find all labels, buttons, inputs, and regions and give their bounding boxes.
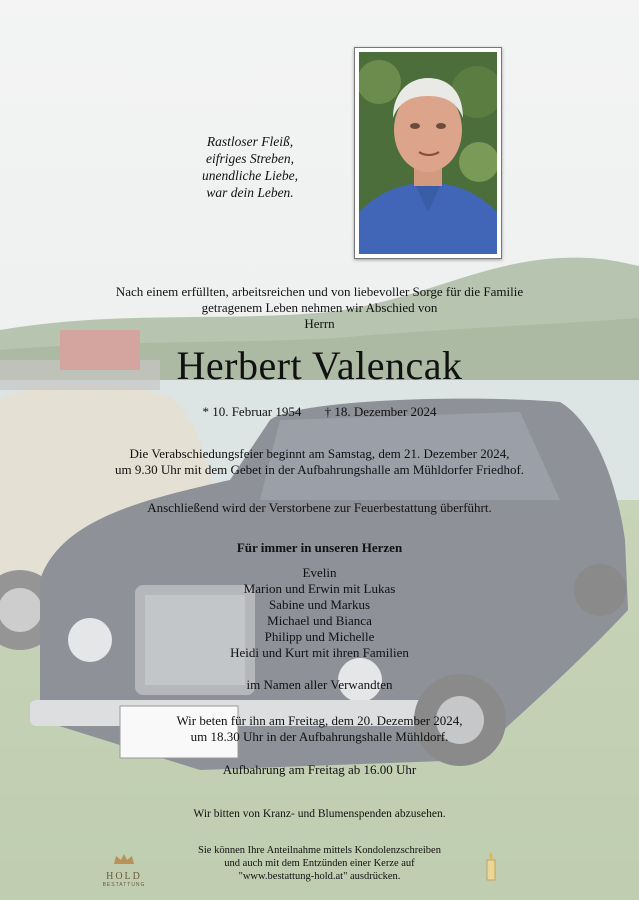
mourner: Heidi und Kurt mit ihren Familien [230, 645, 409, 660]
deceased-name: Herbert Valencak [176, 343, 463, 388]
intro-line: Nach einem erfüllten, arbeitsreichen und von liebevoller Sorge für die Familie [115, 284, 524, 299]
mourner: Michael und Bianca [267, 613, 372, 628]
mourner: Marion und Erwin mit Lukas [243, 581, 396, 596]
mourner: Sabine und Markus [268, 597, 371, 612]
funeral-home-logo [98, 852, 150, 892]
intro-line: Herrn [304, 316, 335, 331]
relatives-note: im Namen aller Verwandten [246, 677, 393, 692]
life-dates [60, 404, 579, 420]
poem-line: war dein Leben. [206, 185, 294, 200]
poem-line: eifriges Streben, [206, 151, 294, 166]
intro-text [60, 284, 579, 332]
condolence-line: "www.bestattung-hold.at" ausdrücken. [238, 871, 401, 882]
mourners-list [40, 565, 599, 661]
logo-subtitle: BESTATTUNG [102, 882, 146, 888]
mourner: Evelin [302, 565, 337, 580]
portrait-photo [354, 47, 502, 259]
condolence-line: Sie können Ihre Anteilnahme mittels Kondolenzschreiben [198, 845, 441, 856]
prayer-info [40, 713, 599, 745]
mourner: Philipp und Michelle [264, 629, 375, 644]
intro-line: getragenem Leben nehmen wir Abschied von [201, 300, 438, 315]
ceremony-line: um 9.30 Uhr mit dem Gebet in der Aufbahrungshalle am Mühldorfer Friedhof. [114, 462, 525, 477]
birth-date: * 10. Februar 1954 [202, 404, 302, 419]
viewing-info: Aufbahrung am Freitag ab 16.00 Uhr [222, 762, 417, 777]
prayer-line: Wir beten für ihn am Freitag, dem 20. Dezember 2024, [176, 713, 463, 728]
poem-line: Rastloser Fleiß, [206, 134, 294, 149]
candle-icon [484, 851, 498, 881]
death-date: † 18. Dezember 2024 [324, 404, 437, 419]
crown-icon [112, 852, 136, 866]
poem-line: unendliche Liebe, [202, 168, 298, 183]
ceremony-line: Die Verabschiedungsfeier beginnt am Samstag, dem 21. Dezember 2024, [129, 446, 510, 461]
condolence-line: und auch mit dem Entzünden einer Kerze auf [224, 858, 415, 869]
prayer-line: um 18.30 Uhr in der Aufbahrungshalle Mühldorf. [190, 729, 449, 744]
poem [180, 133, 320, 201]
cremation-note: Anschließend wird der Verstorbene zur Feuerbestattung überführt. [147, 500, 492, 515]
logo-name: HOLD [106, 871, 142, 882]
wreath-note: Wir bitten von Kranz- und Blumenspenden abzusehen. [193, 808, 446, 820]
motto: Für immer in unseren Herzen [236, 540, 403, 555]
portrait-image [359, 52, 497, 254]
ceremony-info [40, 446, 599, 478]
